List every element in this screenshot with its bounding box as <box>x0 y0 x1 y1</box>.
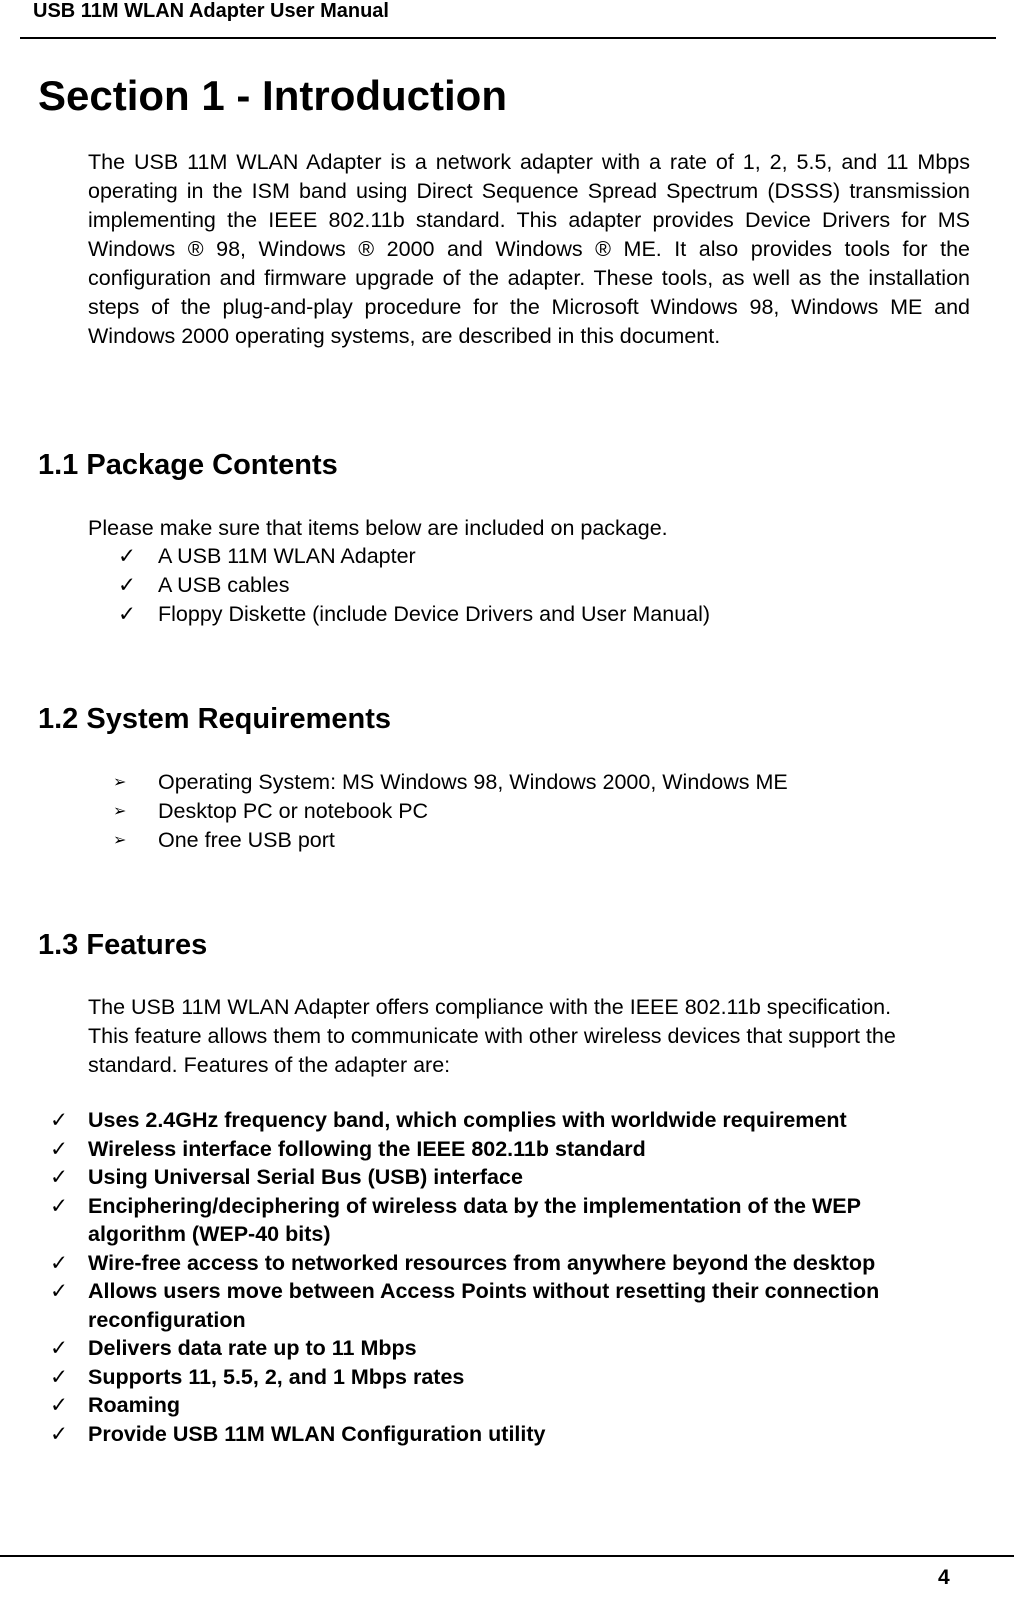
list-item <box>50 1192 970 1249</box>
package-intro: Please make sure that items below are included on package. <box>88 516 668 540</box>
list-item <box>50 1249 970 1278</box>
list-item <box>50 1106 970 1135</box>
header-title: USB 11M WLAN Adapter User Manual <box>33 0 389 22</box>
list-item-label: A USB cables <box>158 573 290 597</box>
page-number: 4 <box>938 1566 950 1589</box>
features-list <box>50 1106 970 1448</box>
list-item-label: Wireless interface following the IEEE 802.11b standard <box>88 1136 646 1161</box>
list-item <box>50 1420 970 1449</box>
list-item-label: Uses 2.4GHz frequency band, which complies with worldwide requirement <box>88 1108 847 1132</box>
list-item-label: Provide USB 11M WLAN Configuration utility <box>88 1421 546 1446</box>
list-item <box>50 1277 970 1334</box>
checkmark-icon: ✓ <box>50 1336 69 1360</box>
list-item <box>118 542 710 571</box>
list-item-label: Operating System: MS Windows 98, Windows 2000, Windows ME <box>158 770 788 794</box>
header-divider <box>20 37 996 39</box>
list-item-label: Using Universal Serial Bus (USB) interface <box>88 1165 523 1189</box>
list-item-label: A USB 11M WLAN Adapter <box>158 544 416 568</box>
checkmark-icon: ✓ <box>50 1421 69 1446</box>
list-item-label: Supports 11, 5.5, 2, and 1 Mbps rates <box>88 1364 465 1389</box>
section-title: Section 1 - Introduction <box>38 72 507 119</box>
list-item-label: Roaming <box>88 1393 180 1417</box>
list-item-label: Delivers data rate up to 11 Mbps <box>88 1336 417 1360</box>
requirements-list <box>113 768 788 855</box>
checkmark-icon: ✓ <box>50 1193 69 1218</box>
list-item-label: Desktop PC or notebook PC <box>158 799 429 823</box>
list-item-label: One free USB port <box>158 828 335 852</box>
list-item <box>113 826 788 855</box>
package-list <box>118 542 710 629</box>
footer-divider <box>0 1555 1014 1557</box>
checkmark-icon: ✓ <box>50 1136 69 1161</box>
intro-paragraph: The USB 11M WLAN Adapter is a network adapter with a rate of 1, 2, 5.5, and 11 Mbps operating in the ISM band using Direct Sequence Spread Spectrum (DSSS) transmission implementing the IEEE 802.11b standard. This adapter provides Device Drivers for MS Windows ® 98, Windows ® 2000 and Windows ® ME. It also provides tools for the configuration and firmware upgrade of the adapter. These tools, as well as the installation steps of the plug-and-play procedure for the Microsoft Windows 98, Windows ME and Windows 2000 operating systems, are described in this document. <box>88 150 970 348</box>
checkmark-icon: ✓ <box>50 1393 69 1417</box>
list-item <box>50 1363 970 1392</box>
list-item <box>113 797 788 826</box>
list-item <box>118 571 710 600</box>
list-item <box>50 1135 970 1164</box>
arrowhead-icon: ➢ <box>113 832 127 849</box>
list-item-label: Wire-free access to networked resources from anywhere beyond the desktop <box>88 1250 876 1275</box>
arrowhead-icon: ➢ <box>113 774 127 791</box>
features-intro: The USB 11M WLAN Adapter offers compliance with the IEEE 802.11b specification. This feature allows them to communicate with other wireless devices that support the standard. Features of the adapter are: <box>88 995 896 1077</box>
checkmark-icon: ✓ <box>50 1279 69 1303</box>
list-item-label: Floppy Diskette (include Device Drivers and User Manual) <box>158 602 711 626</box>
checkmark-icon: ✓ <box>50 1108 69 1132</box>
requirements-heading: 1.2 System Requirements <box>38 703 391 735</box>
list-item-label: Enciphering/deciphering of wireless data by the implementation of the WEP algorithm (WEP-40 bits) <box>88 1193 861 1246</box>
list-item <box>50 1334 970 1363</box>
features-heading: 1.3 Features <box>38 929 208 961</box>
arrowhead-icon: ➢ <box>113 803 127 820</box>
checkmark-icon: ✓ <box>118 544 137 568</box>
checkmark-icon: ✓ <box>50 1250 69 1275</box>
checkmark-icon: ✓ <box>50 1364 69 1389</box>
list-item <box>118 600 710 629</box>
list-item <box>113 768 788 797</box>
list-item-label: Allows users move between Access Points without resetting their connection reconfiguration <box>88 1279 880 1332</box>
checkmark-icon: ✓ <box>50 1165 69 1189</box>
list-item <box>50 1391 970 1420</box>
checkmark-icon: ✓ <box>118 573 137 597</box>
list-item <box>50 1163 970 1192</box>
checkmark-icon: ✓ <box>118 602 137 626</box>
package-heading: 1.1 Package Contents <box>38 449 338 481</box>
